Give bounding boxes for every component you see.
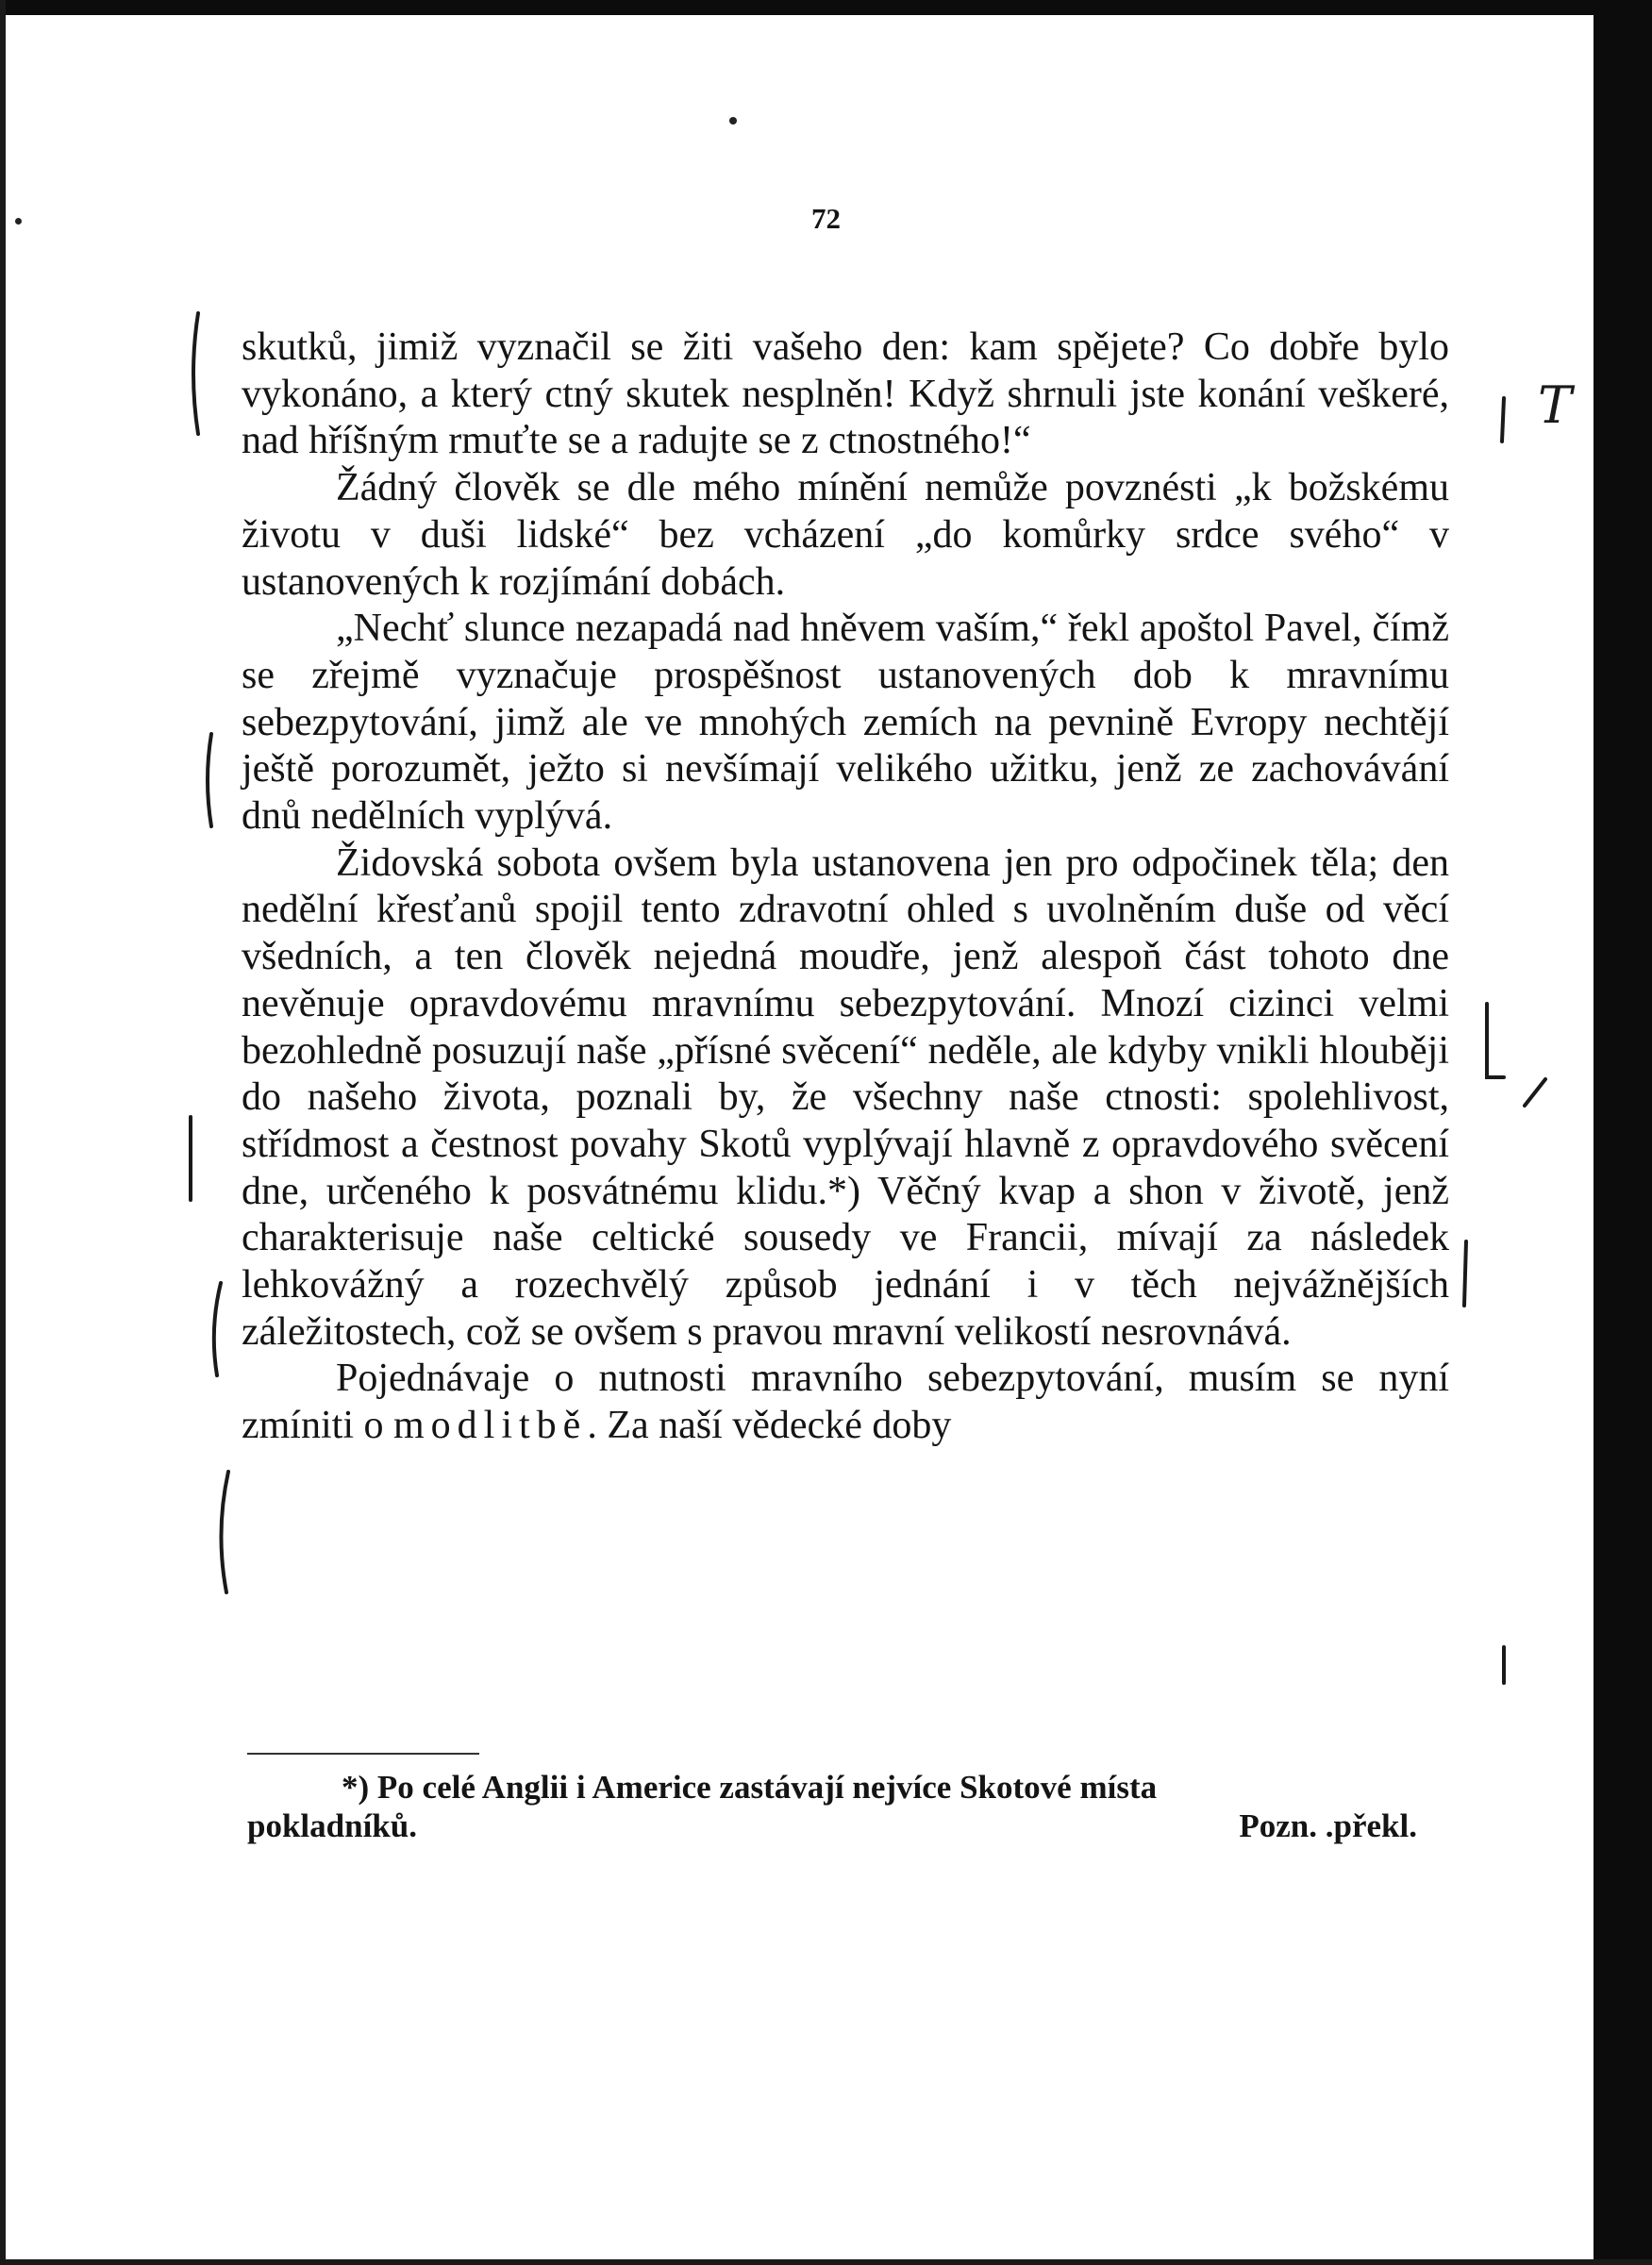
footnote-divider	[247, 1753, 479, 1755]
margin-bracket-mark	[185, 308, 213, 440]
footnote-text: *) Po celé Anglii i Americe zastávají nejvíce Skotové místa	[342, 1769, 1158, 1806]
paragraph: Židovská sobota ovšem byla ustanovena jen pro odpočinek těla; den nedělní křesťanů spojil tento zdravotní ohled s uvolněním duše od věcí všedních, a ten člověk nejedná moudře, jenž alespoň část tohoto dne nevěnuje opravdovému mravnímu sebezpytování. Mnozí cizinci velmi bezohledně posuzují naše „přísné svěcení“ neděle, ale kdyby vnikli hlouběji do našeho života, poznali by, že všechny naše ctnosti: spolehlivost, střídmost a čestnost povahy Skotů vyplývají hlavně z opravdového svěcení dne, určeného k posvátnému klidu.*) Věčný kvap a shon v životě, jenž charakterisuje naše celtické sousedy ve Francii, mívají za následek lehkovážný a rozechvělý způsob jednání i v těch nejvážnějších záležitostech, což se ovšem s pravou mravní velikostí nesrovnává.	[242, 841, 1449, 1354]
footnote	[247, 1768, 1453, 1845]
scan-border-right	[1594, 0, 1652, 2265]
margin-bracket-mark	[1479, 998, 1508, 1083]
paragraph: Žádný člověk se dle mého mínění nemůže povznésti „k božskému životu v duši lidské“ bez vcházení „do komůrky srdce svého“ v ustanovených k rozjímání dobách.	[242, 466, 1449, 604]
footnote-last-line	[247, 1807, 1453, 1845]
paragraph	[242, 1356, 1449, 1449]
paragraph: skutků, jimiž vyznačil se žiti vašeho den: kam spějete? Co dobře bylo vykonáno, a který ctný skutek nesplněn! Když shrnuli jste konání veškeré, nad hříšným rmuťte se a radujte se z ctnostného!“	[242, 325, 1449, 463]
margin-handwritten-letter: T	[1538, 375, 1573, 435]
paragraph-text: . Za naší vědecké doby	[587, 1404, 952, 1448]
paragraph-text: Pojednávaje o nutnosti mravního sebezpytování, musím se nyní zmíniti o	[242, 1357, 1449, 1448]
margin-bracket-mark	[1494, 1641, 1513, 1689]
margin-bracket-mark	[1494, 392, 1513, 449]
page-number: 72	[811, 202, 841, 235]
scan-border-left	[0, 0, 6, 2265]
margin-bracket-mark	[179, 1111, 202, 1206]
margin-bracket-mark	[1453, 1236, 1477, 1311]
scan-border-bottom	[0, 2259, 1652, 2265]
paragraph: „Nechť slunce nezapadá nad hněvem vaším,“ řekl apoštol Pavel, čímž se zřejmě vyznačuje prospěšnost ustanovených dob k mravnímu sebezpytování, jimž ale ve mnohých zemích na pevnině Evropy nechtějí ještě porozumět, ježto si nevšímají velikého užitku, jenž ze zachovávání dnů nedělních vyplývá.	[242, 607, 1449, 839]
footnote-continuation: pokladníků.	[247, 1807, 417, 1844]
margin-bracket-mark	[209, 1466, 238, 1598]
main-text	[242, 325, 1449, 1450]
scan-border-top	[0, 0, 1652, 15]
margin-tick-mark	[1521, 1075, 1549, 1109]
margin-bracket-mark	[204, 1277, 232, 1381]
margin-bracket-mark	[198, 728, 226, 832]
emphasized-word: modlitbě	[393, 1404, 588, 1448]
footnote-attribution: Pozn. .překl.	[1239, 1807, 1417, 1844]
ink-speck	[729, 117, 737, 125]
